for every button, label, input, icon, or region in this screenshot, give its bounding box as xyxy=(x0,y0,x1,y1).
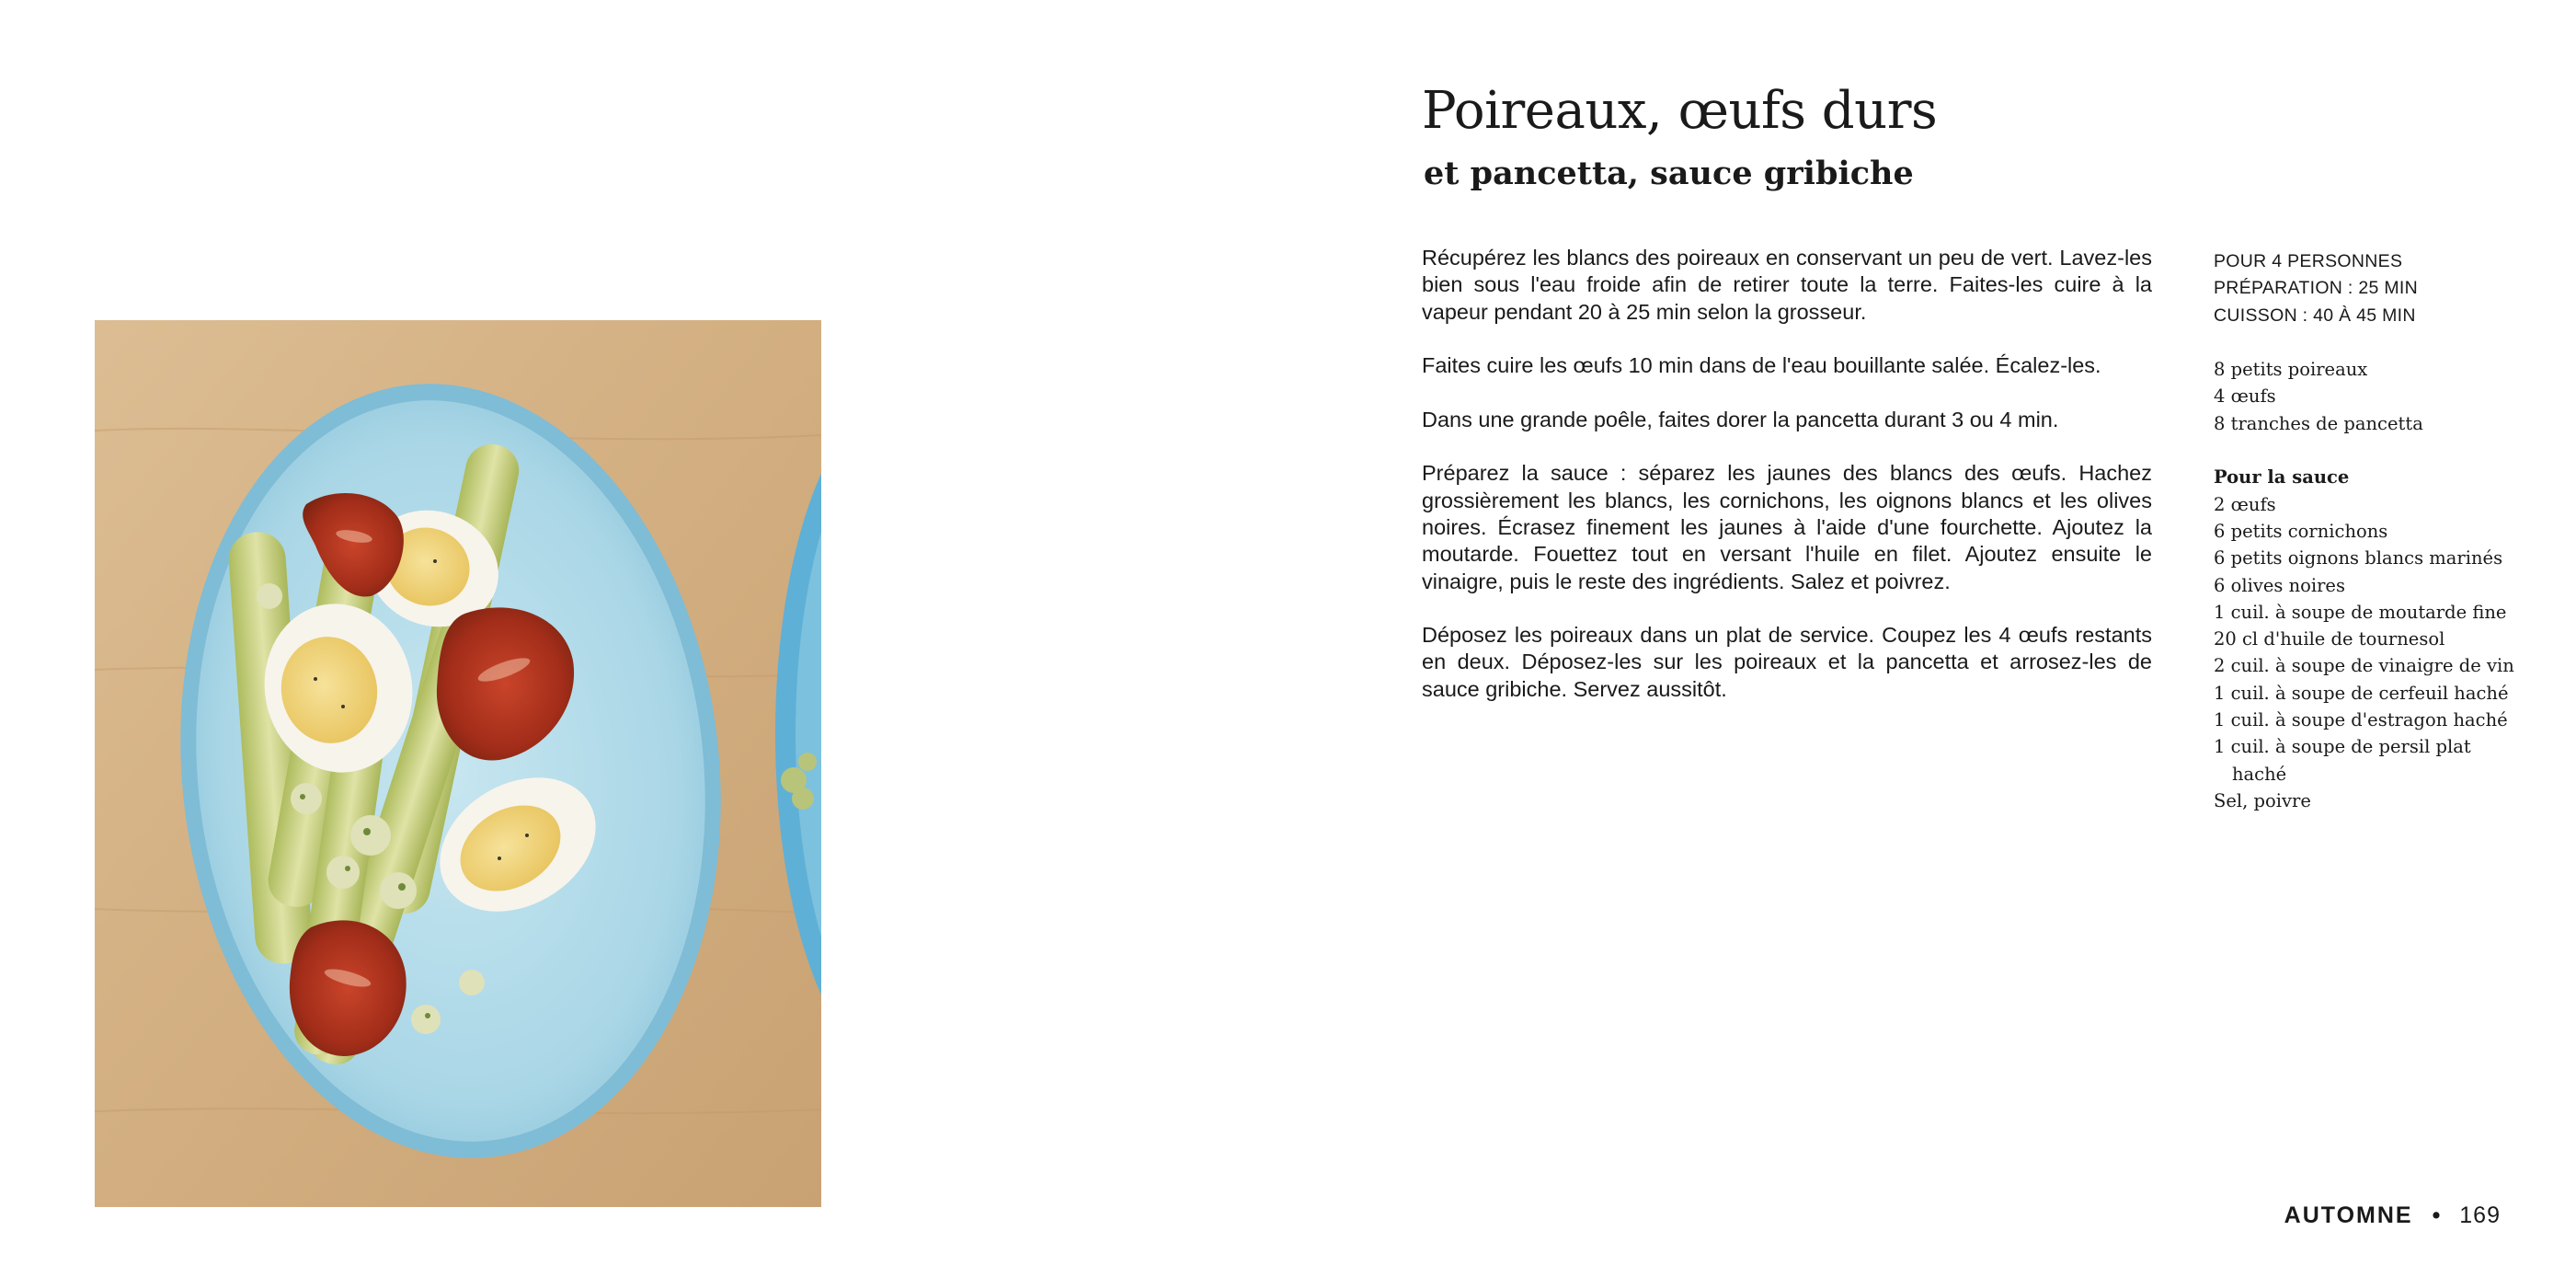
sauce-heading: Pour la sauce xyxy=(2214,466,2350,489)
recipe-method xyxy=(1422,245,2152,730)
ingredient-item: 6 olives noires xyxy=(2214,574,2345,596)
method-step: Dans une grande poêle, faites dorer la pancetta durant 3 ou 4 min. xyxy=(1422,407,2059,431)
section-name: AUTOMNE xyxy=(2284,1202,2413,1228)
ingredient-item: Sel, poivre xyxy=(2214,789,2311,811)
ingredient-list xyxy=(2214,356,2517,437)
ingredient-item: 20 cl d'huile de tournesol xyxy=(2214,628,2445,650)
ingredient-item: 1 cuil. à soupe de cerfeuil haché xyxy=(2214,682,2509,704)
recipe-sidebar xyxy=(2214,248,2517,842)
recipe-photo xyxy=(95,320,821,1207)
ingredient-item: 4 œufs xyxy=(2214,385,2276,408)
cook-time: CUISSON : 40 À 45 MIN xyxy=(2214,305,2416,326)
ingredient-item: 8 petits poireaux xyxy=(2214,359,2368,381)
ingredient-item: 8 tranches de pancetta xyxy=(2214,412,2423,434)
servings: POUR 4 PERSONNES xyxy=(2214,251,2403,271)
ingredient-item: 6 petits cornichons xyxy=(2214,520,2388,542)
ingredient-item: 1 cuil. à soupe de moutarde fine xyxy=(2214,601,2507,623)
ingredient-item: 2 cuil. à soupe de vinaigre de vin xyxy=(2214,655,2514,677)
ingredient-item: 1 cuil. à soupe de persil plat haché xyxy=(2214,736,2471,785)
method-step: Déposez les poireaux dans un plat de service. Coupez les 4 œufs restants en deux. Déposez-les sur les poireaux et la pancetta et arrosez-les de sauce gribiche. Servez aussitôt. xyxy=(1422,623,2152,701)
method-step: Récupérez les blancs des poireaux en conservant un peu de vert. Lavez-les bien sous l'eau froide afin de retirer toute la terre. Faites-les cuire à la vapeur pendant 20 à 25 min selon la grosseur. xyxy=(1422,246,2152,324)
recipe-subtitle: et pancetta, sauce gribiche xyxy=(1424,155,1914,192)
recipe-title: Poireaux, œufs durs xyxy=(1422,81,1938,141)
page-number: 169 xyxy=(2459,1202,2501,1228)
ingredient-item: 1 cuil. à soupe d'estragon haché xyxy=(2214,709,2508,731)
dish-illustration xyxy=(95,320,821,1207)
page-footer xyxy=(2284,1202,2501,1229)
method-step: Préparez la sauce : séparez les jaunes des blancs des œufs. Hachez grossièrement les blancs, les cornichons, les oignons blancs et les olives noires. Écrasez finement les jaunes à l'aide d'une fourchette. Ajoutez la moutarde. Fouettez tout en versant l'huile en filet. Ajoutez ensuite le vinaigre, puis le reste des ingrédients. Salez et poivrez. xyxy=(1422,461,2152,593)
ingredient-item: 2 œufs xyxy=(2214,493,2276,515)
sauce-ingredient-list xyxy=(2214,491,2517,815)
method-step: Faites cuire les œufs 10 min dans de l'eau bouillante salée. Écalez-les. xyxy=(1422,353,2101,378)
recipe-meta xyxy=(2214,248,2517,329)
ingredient-item: 6 petits oignons blancs marinés xyxy=(2214,547,2503,569)
prep-time: PRÉPARATION : 25 MIN xyxy=(2214,278,2418,299)
footer-separator: • xyxy=(2432,1202,2441,1228)
